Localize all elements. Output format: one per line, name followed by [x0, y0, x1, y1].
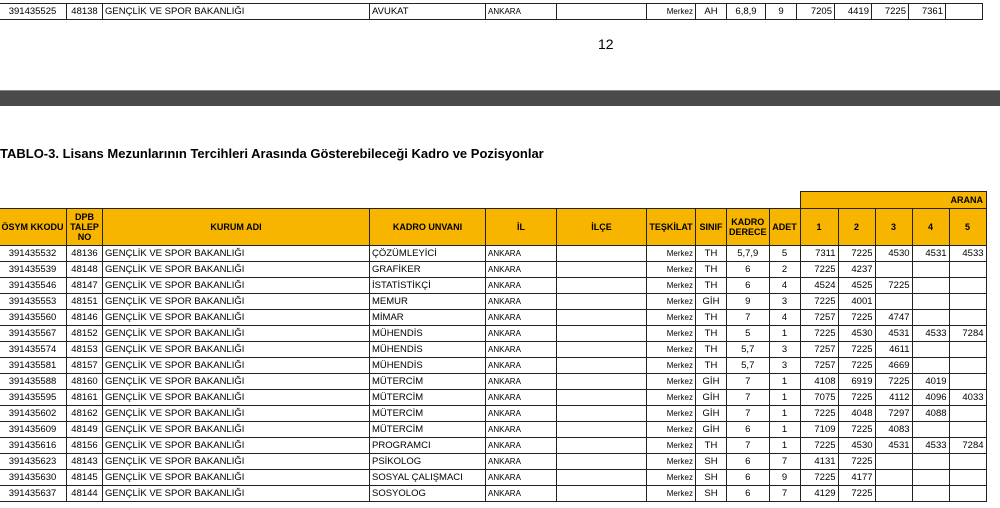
qualification-cell-4	[912, 294, 949, 310]
qualification-cell-5: 7284	[949, 326, 986, 342]
institution-cell: GENÇLİK VE SPOR BAKANLIĞI	[103, 374, 370, 390]
count-cell: 1	[769, 326, 800, 342]
qualification-cell-2: 4525	[838, 278, 875, 294]
qualification-cell-1: 7075	[800, 390, 838, 406]
district-cell	[557, 4, 647, 20]
osym-code-cell: 391435609	[0, 422, 67, 438]
count-cell: 2	[769, 262, 800, 278]
organization-cell: Merkez	[647, 262, 696, 278]
degree-cell: 5,7,9	[727, 246, 770, 262]
title-cell: PROGRAMCI	[370, 438, 486, 454]
qualification-cell-1: 4108	[800, 374, 838, 390]
qualification-cell-4	[912, 310, 949, 326]
table-row	[0, 278, 986, 294]
osym-code-cell: 391435616	[0, 438, 67, 454]
district-cell	[557, 390, 647, 406]
organization-cell: Merkez	[647, 406, 696, 422]
qualification-cell-3: 7225	[875, 278, 912, 294]
qualification-cell-2: 7225	[838, 310, 875, 326]
qualification-cell-5	[949, 470, 986, 486]
class-cell: GİH	[696, 390, 727, 406]
table-body	[0, 246, 986, 502]
dpb-no-cell: 48156	[67, 438, 103, 454]
count-cell: 7	[769, 486, 800, 502]
institution-cell: GENÇLİK VE SPOR BAKANLIĞI	[103, 406, 370, 422]
degree-cell: 5	[727, 326, 770, 342]
institution-cell: GENÇLİK VE SPOR BAKANLIĞI	[103, 358, 370, 374]
qualification-cell-2: 7225	[838, 246, 875, 262]
qualification-cell-3	[875, 262, 912, 278]
organization-cell: Merkez	[647, 278, 696, 294]
degree-cell: 7	[727, 374, 770, 390]
organization-cell: Merkez	[647, 310, 696, 326]
title-cell: PSİKOLOG	[370, 454, 486, 470]
table-row	[0, 374, 986, 390]
institution-cell: GENÇLİK VE SPOR BAKANLIĞI	[103, 422, 370, 438]
organization-cell: Merkez	[647, 438, 696, 454]
district-cell	[557, 262, 647, 278]
qualification-cell-1: 7225	[800, 406, 838, 422]
count-cell: 9	[766, 4, 797, 20]
table-row	[0, 406, 986, 422]
qualification-cell-2: 4177	[838, 470, 875, 486]
qualification-cell-4: 4531	[912, 246, 949, 262]
qualification-cell-4: 4088	[912, 406, 949, 422]
qualification-cell-3	[875, 486, 912, 502]
qualification-cell-4: 7361	[909, 4, 946, 20]
institution-cell: GENÇLİK VE SPOR BAKANLIĞI	[103, 246, 370, 262]
class-cell: TH	[696, 342, 727, 358]
organization-cell: Merkez	[647, 374, 696, 390]
osym-code-cell: 391435581	[0, 358, 67, 374]
province-cell: ANKARA	[486, 406, 557, 422]
title-cell: MÜTERCİM	[370, 374, 486, 390]
qualification-cell-1: 7257	[800, 310, 838, 326]
degree-cell: 7	[727, 390, 770, 406]
qualification-cell-3: 4083	[875, 422, 912, 438]
qualification-cell-3	[875, 454, 912, 470]
qualification-cell-3: 4112	[875, 390, 912, 406]
qualification-cell-5	[949, 278, 986, 294]
column-header: 5	[949, 209, 986, 246]
degree-cell: 6	[727, 486, 770, 502]
degree-cell: 6	[727, 262, 770, 278]
osym-code-cell: 391435539	[0, 262, 67, 278]
class-cell: TH	[696, 262, 727, 278]
qualification-cell-3: 4669	[875, 358, 912, 374]
qualification-cell-5: 4533	[949, 246, 986, 262]
qualification-cell-1: 4524	[800, 278, 838, 294]
dpb-no-cell: 48148	[67, 262, 103, 278]
qualification-cell-3: 7297	[875, 406, 912, 422]
dpb-no-cell: 48149	[67, 422, 103, 438]
qualification-cell-2: 4530	[838, 326, 875, 342]
province-cell: ANKARA	[486, 294, 557, 310]
degree-cell: 7	[727, 310, 770, 326]
class-cell: TH	[696, 326, 727, 342]
page-separator	[0, 90, 1000, 106]
qualification-cell-2: 4419	[835, 4, 872, 20]
qualification-cell-3: 4747	[875, 310, 912, 326]
table-row	[0, 326, 986, 342]
organization-cell: Merkez	[647, 358, 696, 374]
district-cell	[557, 406, 647, 422]
qualification-cell-4	[912, 358, 949, 374]
column-header: 1	[800, 209, 838, 246]
title-cell: SOSYAL ÇALIŞMACI	[370, 470, 486, 486]
osym-code-cell: 391435574	[0, 342, 67, 358]
province-cell: ANKARA	[486, 278, 557, 294]
column-header: SINIF	[696, 209, 727, 246]
qualification-cell-2: 7225	[838, 454, 875, 470]
qualification-cell-4	[912, 470, 949, 486]
institution-cell: GENÇLİK VE SPOR BAKANLIĞI	[103, 470, 370, 486]
qualification-cell-1: 7311	[800, 246, 838, 262]
qualification-cell-5	[949, 422, 986, 438]
qualification-cell-4	[912, 262, 949, 278]
qualification-cell-4: 4533	[912, 326, 949, 342]
qualification-cell-2: 7225	[838, 422, 875, 438]
count-cell: 4	[769, 310, 800, 326]
qualification-cell-4	[912, 486, 949, 502]
count-cell: 1	[769, 438, 800, 454]
organization-cell: Merkez	[647, 4, 696, 20]
qualification-cell-1: 7225	[800, 438, 838, 454]
institution-cell: GENÇLİK VE SPOR BAKANLIĞI	[103, 486, 370, 502]
column-header: DPB TALEP NO	[67, 209, 103, 246]
province-cell: ANKARA	[486, 422, 557, 438]
dpb-no-cell: 48143	[67, 454, 103, 470]
institution-cell: GENÇLİK VE SPOR BAKANLIĞI	[103, 390, 370, 406]
institution-cell: GENÇLİK VE SPOR BAKANLIĞI	[103, 294, 370, 310]
count-cell: 3	[769, 342, 800, 358]
qualification-cell-5	[946, 4, 983, 20]
institution-cell: GENÇLİK VE SPOR BAKANLIĞI	[103, 438, 370, 454]
organization-cell: Merkez	[647, 326, 696, 342]
title-cell: MÜHENDİS	[370, 342, 486, 358]
qualification-cell-5	[949, 358, 986, 374]
institution-cell: GENÇLİK VE SPOR BAKANLIĞI	[103, 278, 370, 294]
dpb-no-cell: 48147	[67, 278, 103, 294]
osym-code-cell: 391435560	[0, 310, 67, 326]
title-cell: ÇÖZÜMLEYİCİ	[370, 246, 486, 262]
qualification-cell-1: 7225	[800, 262, 838, 278]
count-cell: 7	[769, 454, 800, 470]
title-cell: SOSYOLOG	[370, 486, 486, 502]
district-cell	[557, 470, 647, 486]
qualification-cell-1: 7225	[800, 294, 838, 310]
qualification-cell-3	[875, 470, 912, 486]
column-header: İL	[486, 209, 557, 246]
qualification-cell-1: 7257	[800, 358, 838, 374]
qualification-cell-5	[949, 454, 986, 470]
column-header: İLÇE	[557, 209, 647, 246]
table-row	[0, 262, 986, 278]
dpb-no-cell: 48152	[67, 326, 103, 342]
organization-cell: Merkez	[647, 390, 696, 406]
title-cell: MÜHENDİS	[370, 326, 486, 342]
organization-cell: Merkez	[647, 486, 696, 502]
title-cell: MİMAR	[370, 310, 486, 326]
table-row	[0, 422, 986, 438]
district-cell	[557, 438, 647, 454]
osym-code-cell: 391435567	[0, 326, 67, 342]
qualification-cell-2: 7225	[838, 486, 875, 502]
qualification-group-header: ARANA	[800, 192, 986, 209]
institution-cell: GENÇLİK VE SPOR BAKANLIĞI	[103, 326, 370, 342]
qualification-cell-4	[912, 278, 949, 294]
degree-cell: 6,8,9	[727, 4, 766, 20]
degree-cell: 5,7	[727, 358, 770, 374]
qualification-cell-5	[949, 294, 986, 310]
dpb-no-cell: 48144	[67, 486, 103, 502]
class-cell: GİH	[696, 374, 727, 390]
qualification-cell-2: 7225	[838, 358, 875, 374]
institution-cell: GENÇLİK VE SPOR BAKANLIĞI	[103, 262, 370, 278]
province-cell: ANKARA	[486, 454, 557, 470]
class-cell: TH	[696, 310, 727, 326]
province-cell: ANKARA	[486, 342, 557, 358]
degree-cell: 7	[727, 438, 770, 454]
class-cell: GİH	[696, 294, 727, 310]
qualification-cell-5	[949, 262, 986, 278]
institution-cell: GENÇLİK VE SPOR BAKANLIĞI	[103, 342, 370, 358]
class-cell: SH	[696, 454, 727, 470]
province-cell: ANKARA	[486, 262, 557, 278]
count-cell: 5	[769, 246, 800, 262]
dpb-no-cell: 48146	[67, 310, 103, 326]
qualification-cell-2: 7225	[838, 390, 875, 406]
qualification-cell-3: 4611	[875, 342, 912, 358]
count-cell: 1	[769, 422, 800, 438]
dpb-no-cell: 48153	[67, 342, 103, 358]
qualification-cell-4	[912, 454, 949, 470]
qualification-cell-4: 4019	[912, 374, 949, 390]
qualification-cell-1: 4131	[800, 454, 838, 470]
dpb-no-cell: 48145	[67, 470, 103, 486]
table-row	[0, 246, 986, 262]
class-cell: SH	[696, 470, 727, 486]
table-row	[0, 470, 986, 486]
organization-cell: Merkez	[647, 294, 696, 310]
column-header: KADRO UNVANI	[370, 209, 486, 246]
province-cell: ANKARA	[486, 326, 557, 342]
title-cell: AVUKAT	[370, 4, 486, 20]
class-cell: TH	[696, 438, 727, 454]
qualification-cell-2: 4530	[838, 438, 875, 454]
column-header: ÖSYM KKODU	[0, 209, 67, 246]
table-row	[0, 390, 986, 406]
column-header: 3	[875, 209, 912, 246]
dpb-no-cell: 48162	[67, 406, 103, 422]
dpb-no-cell: 48160	[67, 374, 103, 390]
column-header-row	[0, 209, 986, 246]
qualification-cell-3: 4530	[875, 246, 912, 262]
qualification-cell-4: 4096	[912, 390, 949, 406]
table-caption: TABLO-3. Lisans Mezunlarının Tercihleri Arasında Gösterebileceği Kadro ve Pozisyonlar	[0, 146, 544, 161]
province-cell: ANKARA	[486, 246, 557, 262]
qualification-cell-2: 7225	[838, 342, 875, 358]
district-cell	[557, 454, 647, 470]
dpb-no-cell: 48157	[67, 358, 103, 374]
district-cell	[557, 294, 647, 310]
count-cell: 4	[769, 278, 800, 294]
degree-cell: 6	[727, 422, 770, 438]
osym-code-cell: 391435546	[0, 278, 67, 294]
column-header: 4	[912, 209, 949, 246]
qualification-cell-3: 4531	[875, 326, 912, 342]
qualification-cell-5	[949, 406, 986, 422]
class-cell: TH	[696, 278, 727, 294]
district-cell	[557, 310, 647, 326]
qualification-cell-4	[912, 422, 949, 438]
qualification-cell-1: 7257	[800, 342, 838, 358]
province-cell: ANKARA	[486, 438, 557, 454]
count-cell: 3	[769, 358, 800, 374]
district-cell	[557, 326, 647, 342]
qualification-cell-5	[949, 374, 986, 390]
count-cell: 3	[769, 294, 800, 310]
qualification-cell-2: 4001	[838, 294, 875, 310]
institution-cell: GENÇLİK VE SPOR BAKANLIĞI	[103, 454, 370, 470]
province-cell: ANKARA	[486, 486, 557, 502]
count-cell: 1	[769, 390, 800, 406]
title-cell: MÜHENDİS	[370, 358, 486, 374]
province-cell: ANKARA	[486, 358, 557, 374]
province-cell: ANKARA	[486, 374, 557, 390]
class-cell: TH	[696, 358, 727, 374]
table-row	[0, 4, 983, 20]
class-cell: AH	[696, 4, 727, 20]
dpb-no-cell: 48161	[67, 390, 103, 406]
table-row	[0, 438, 986, 454]
dpb-no-cell: 48138	[67, 4, 103, 20]
degree-cell: 6	[727, 470, 770, 486]
qualification-cell-1: 4129	[800, 486, 838, 502]
qualification-cell-2: 4237	[838, 262, 875, 278]
district-cell	[557, 246, 647, 262]
organization-cell: Merkez	[647, 422, 696, 438]
group-header-row	[0, 192, 986, 209]
qualification-cell-5: 7284	[949, 438, 986, 454]
qualification-cell-3: 7225	[875, 374, 912, 390]
district-cell	[557, 486, 647, 502]
qualification-cell-1: 7205	[797, 4, 835, 20]
osym-code-cell: 391435595	[0, 390, 67, 406]
osym-code-cell: 391435623	[0, 454, 67, 470]
previous-page-table	[0, 3, 983, 20]
osym-code-cell: 391435602	[0, 406, 67, 422]
column-header: KURUM ADI	[103, 209, 370, 246]
count-cell: 1	[769, 374, 800, 390]
column-header: TEŞKİLAT	[647, 209, 696, 246]
title-cell: MÜTERCİM	[370, 390, 486, 406]
qualification-cell-5	[949, 342, 986, 358]
class-cell: SH	[696, 486, 727, 502]
district-cell	[557, 358, 647, 374]
organization-cell: Merkez	[647, 454, 696, 470]
table-row	[0, 486, 986, 502]
qualification-cell-1: 7109	[800, 422, 838, 438]
title-cell: GRAFİKER	[370, 262, 486, 278]
province-cell: ANKARA	[486, 310, 557, 326]
osym-code-cell: 391435630	[0, 470, 67, 486]
province-cell: ANKARA	[486, 470, 557, 486]
column-header: 2	[838, 209, 875, 246]
table-row	[0, 342, 986, 358]
qualification-cell-1: 7225	[800, 470, 838, 486]
class-cell: GİH	[696, 406, 727, 422]
organization-cell: Merkez	[647, 470, 696, 486]
degree-cell: 9	[727, 294, 770, 310]
district-cell	[557, 422, 647, 438]
qualification-cell-2: 6919	[838, 374, 875, 390]
column-header: ADET	[769, 209, 800, 246]
degree-cell: 6	[727, 278, 770, 294]
organization-cell: Merkez	[647, 246, 696, 262]
degree-cell: 7	[727, 406, 770, 422]
district-cell	[557, 374, 647, 390]
district-cell	[557, 342, 647, 358]
province-cell: ANKARA	[486, 390, 557, 406]
organization-cell: Merkez	[647, 342, 696, 358]
page-number: 12	[598, 36, 614, 52]
title-cell: MÜTERCİM	[370, 406, 486, 422]
qualification-cell-4: 4533	[912, 438, 949, 454]
table-row	[0, 358, 986, 374]
qualification-cell-4	[912, 342, 949, 358]
degree-cell: 6	[727, 454, 770, 470]
institution-cell: GENÇLİK VE SPOR BAKANLIĞI	[103, 4, 370, 20]
dpb-no-cell: 48151	[67, 294, 103, 310]
title-cell: MEMUR	[370, 294, 486, 310]
degree-cell: 5,7	[727, 342, 770, 358]
osym-code-cell: 391435553	[0, 294, 67, 310]
positions-table	[0, 191, 987, 502]
qualification-cell-5	[949, 486, 986, 502]
class-cell: TH	[696, 246, 727, 262]
class-cell: GİH	[696, 422, 727, 438]
qualification-cell-3: 7225	[872, 4, 909, 20]
count-cell: 9	[769, 470, 800, 486]
osym-code-cell: 391435525	[0, 4, 67, 20]
title-cell: İSTATİSTİKÇİ	[370, 278, 486, 294]
count-cell: 1	[769, 406, 800, 422]
qualification-cell-2: 4048	[838, 406, 875, 422]
osym-code-cell: 391435637	[0, 486, 67, 502]
qualification-cell-3	[875, 294, 912, 310]
title-cell: MÜTERCİM	[370, 422, 486, 438]
table-row	[0, 454, 986, 470]
osym-code-cell: 391435532	[0, 246, 67, 262]
table-row	[0, 294, 986, 310]
dpb-no-cell: 48136	[67, 246, 103, 262]
district-cell	[557, 278, 647, 294]
qualification-cell-1: 7225	[800, 326, 838, 342]
table-row	[0, 310, 986, 326]
column-header: KADRO DERECE	[727, 209, 770, 246]
osym-code-cell: 391435588	[0, 374, 67, 390]
qualification-cell-3: 4531	[875, 438, 912, 454]
province-cell: ANKARA	[486, 4, 557, 20]
qualification-cell-5: 4033	[949, 390, 986, 406]
qualification-cell-5	[949, 310, 986, 326]
institution-cell: GENÇLİK VE SPOR BAKANLIĞI	[103, 310, 370, 326]
